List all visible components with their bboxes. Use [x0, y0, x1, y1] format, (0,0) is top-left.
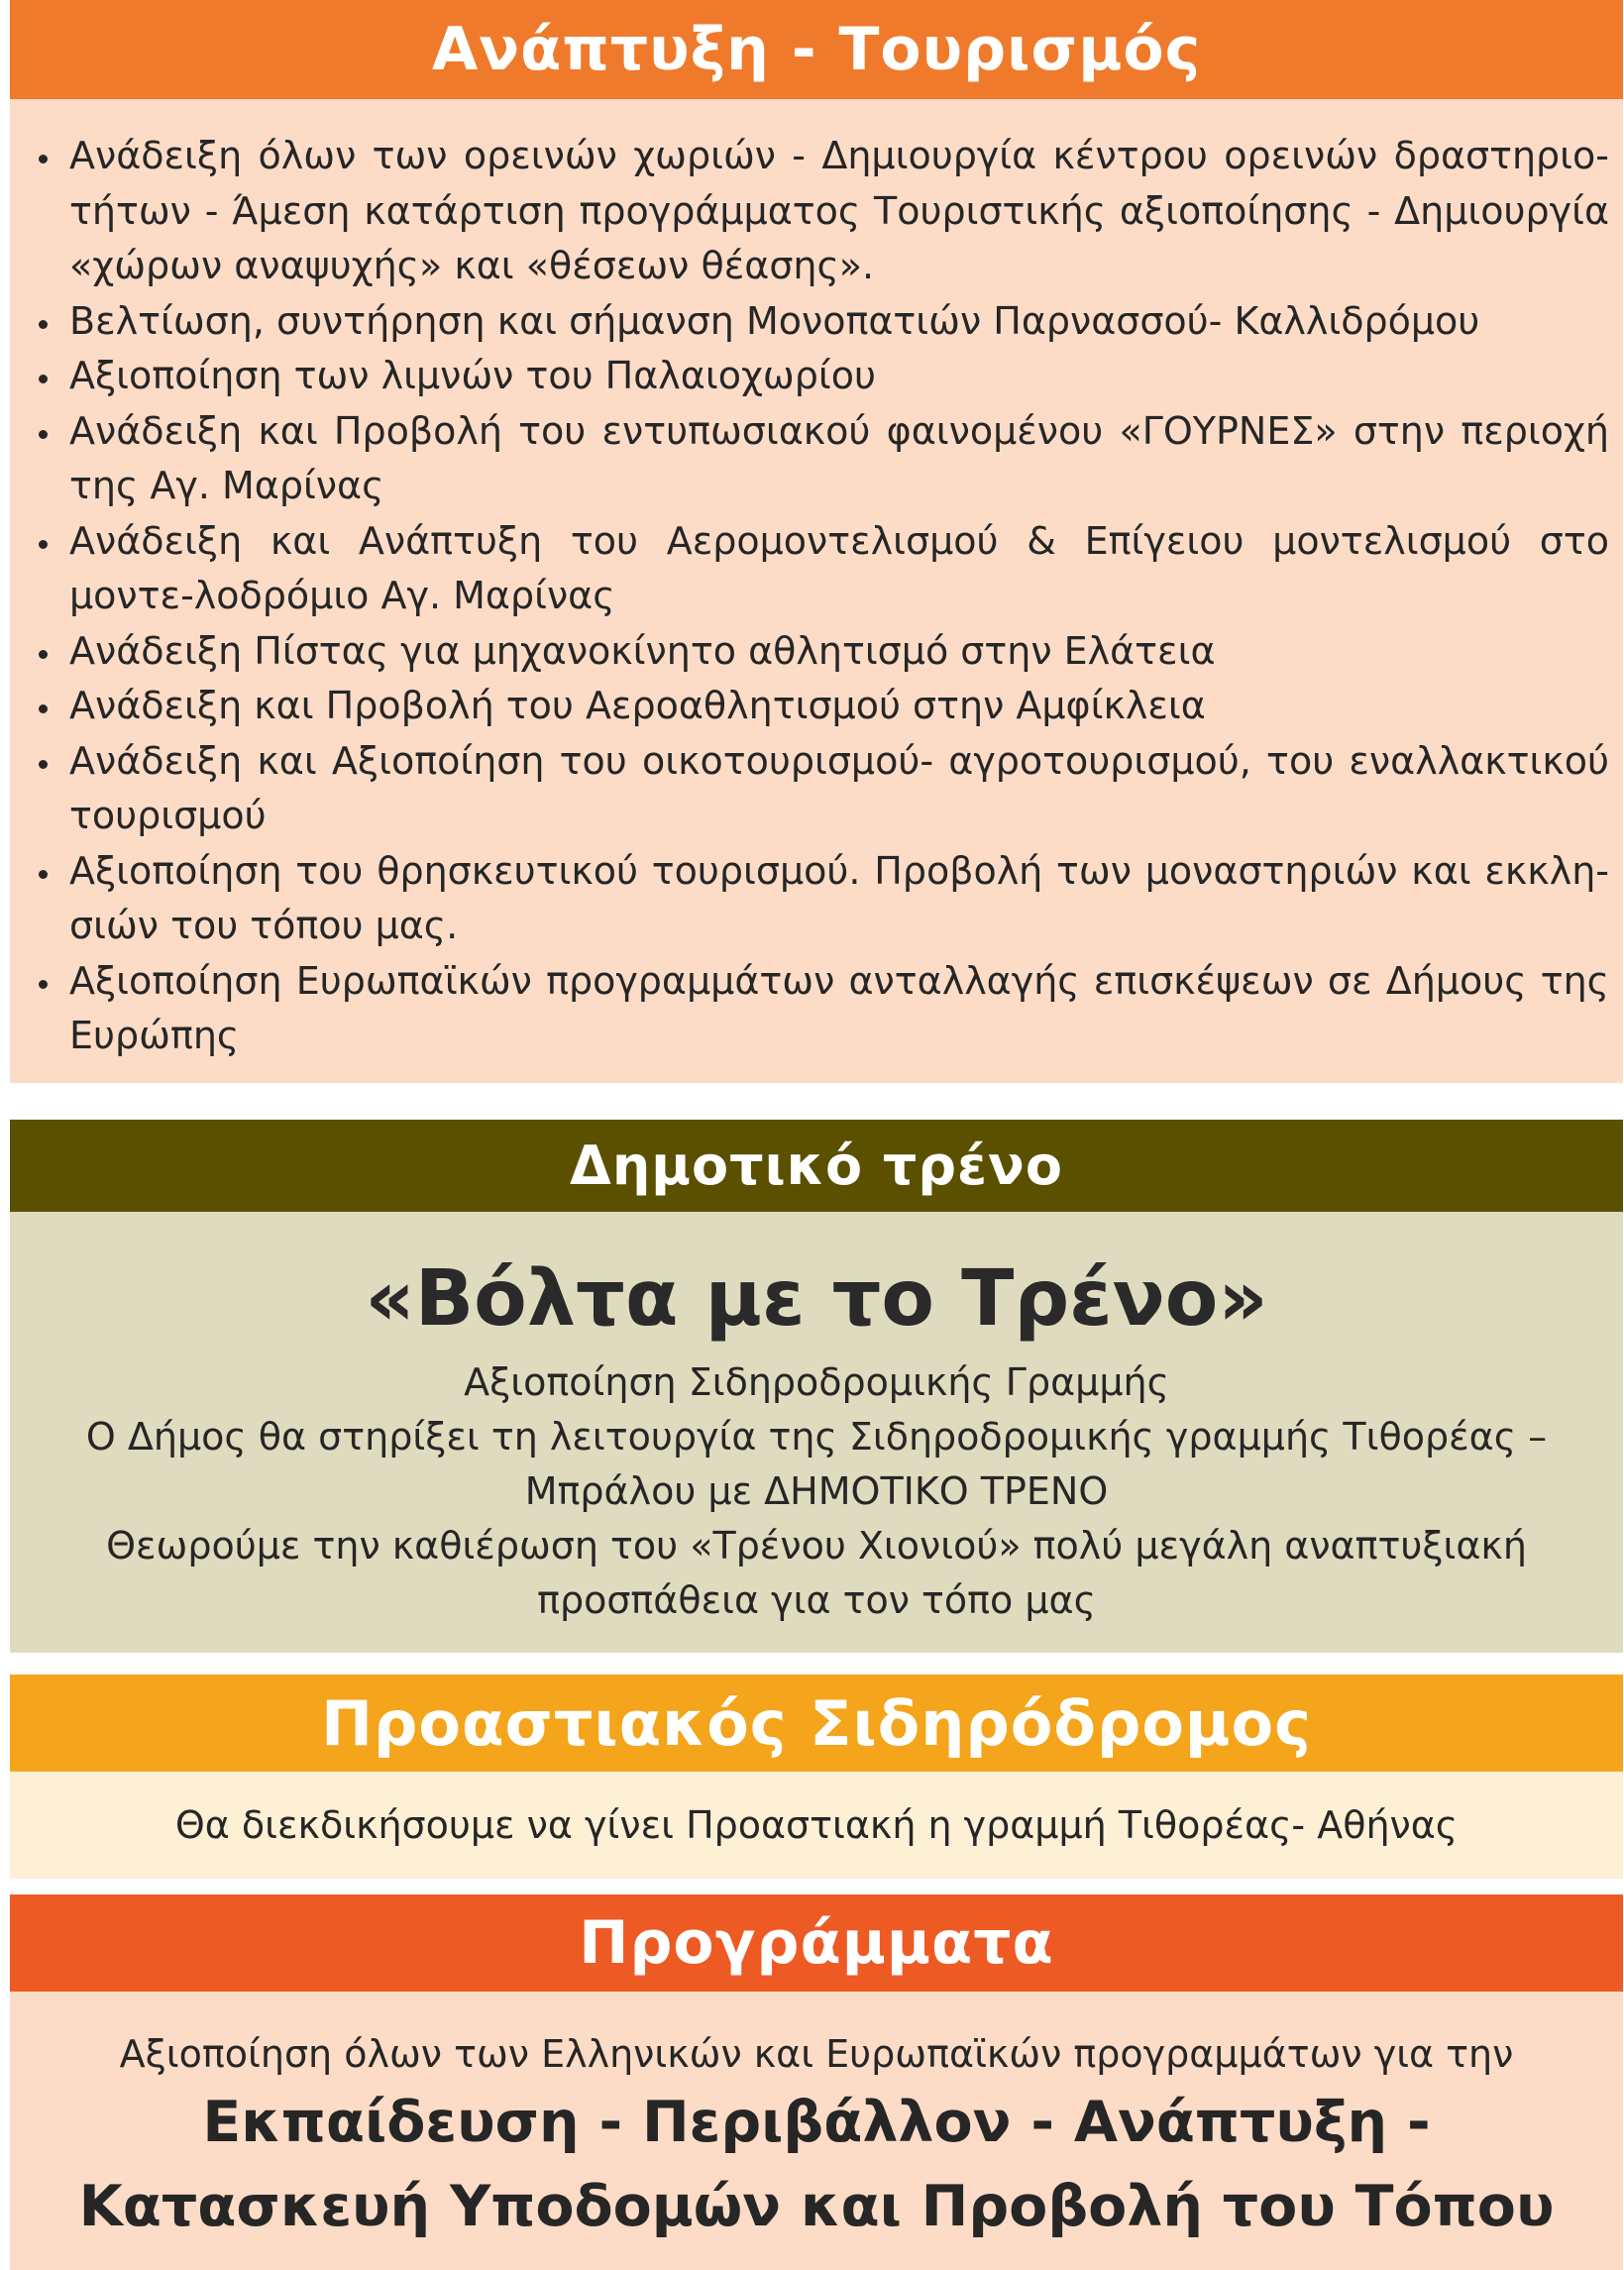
programs-title: Προγράμματα	[579, 1908, 1054, 1978]
train-title: Δημοτικό τρένο	[570, 1135, 1063, 1197]
suburban-text: Θα διεκδικήσουμε να γίνει Προαστιακή η γραμμή Τιθορέας- Αθήνας	[174, 1803, 1459, 1847]
train-line: Αξιοποίηση Σιδηροδρομικής Γραμμής	[464, 1360, 1169, 1404]
programs-header	[10, 1894, 1623, 1992]
list-item: Αξιοποίηση του θρησκευτικού τουρισμού. Προβολή των μοναστηριών και εκκλη-σιών του τόπου μας.	[69, 844, 1609, 954]
list-item: Ανάδειξη και Ανάπτυξη του Αερομοντελισμού & Επίγειου μοντελισμού στο μοντε-λοδρόμιο Αγ. Μαρίνας	[69, 514, 1609, 624]
train-line: Μπράλου με ΔΗΜΟΤΙΚΟ ΤΡΕΝΟ	[524, 1469, 1109, 1513]
list-item: Ανάδειξη και Αξιοποίηση του οικοτουρισμού- αγροτουρισμού, του εναλλακτικού τουρισμού	[69, 734, 1609, 844]
programs-intro: Αξιοποίηση όλων των Ελληνικών και Ευρωπαϊκών προγραμμάτων για την	[119, 2032, 1514, 2076]
list-item: Ανάδειξη και Προβολή του Αεροαθλητισμού στην Αμφίκλεια	[69, 679, 1609, 734]
train-line: Ο Δήμος θα στηρίξει τη λειτουργία της Σιδηροδρομικής γραμμής Τιθορέας –	[85, 1415, 1548, 1459]
train-panel	[10, 1212, 1623, 1653]
programs-panel	[10, 1992, 1623, 2270]
train-line: Θεωρούμε την καθιέρωση του «Τρένου Χιονιού» πολύ μεγάλη αναπτυξιακή	[106, 1524, 1527, 1567]
programs-headline-2: Κατασκευή Υποδομών και Προβολή του Τόπου	[78, 2174, 1555, 2239]
tourism-title: Ανάπτυξη - Τουρισμός	[431, 15, 1202, 84]
tourism-header	[10, 0, 1623, 99]
train-header	[10, 1120, 1623, 1212]
tourism-list	[10, 99, 1623, 1064]
suburban-panel	[10, 1772, 1623, 1879]
list-item: Ανάδειξη και Προβολή του εντυπωσιακού φαινομένου «ΓΟΥΡΝΕΣ» στην περιοχή της Αγ. Μαρίνας	[69, 404, 1609, 514]
train-line: προσπάθεια για τον τόπο μας	[537, 1578, 1096, 1622]
list-item: Ανάδειξη όλων των ορεινών χωριών - Δημιουργία κέντρου ορεινών δραστηριο-τήτων - Άμεση κατάρτιση προγράμματος Τουριστικής αξιοποίησης - Δημιουργία «χώρων αναψυχής» και «θέσεων θέασης».	[69, 129, 1609, 294]
suburban-title: Προαστιακός Σιδηρόδρομος	[321, 1686, 1312, 1760]
programs-headline-1: Εκπαίδευση - Περιβάλλον - Ανάπτυξη -	[202, 2090, 1431, 2155]
list-item: Αξιοποίηση των λιμνών του Παλαιοχωρίου	[69, 349, 1609, 404]
list-item: Ανάδειξη Πίστας για μηχανοκίνητο αθλητισμό στην Ελάτεια	[69, 624, 1609, 680]
list-item: Αξιοποίηση Ευρωπαϊκών προγραμμάτων ανταλλαγής επισκέψεων σε Δήμους της Ευρώπης	[69, 954, 1609, 1064]
list-item: Βελτίωση, συντήρηση και σήμανση Μονοπατιών Παρνασσού- Καλλιδρόμου	[69, 294, 1609, 350]
train-subtitle: «Βόλτα με το Τρένο»	[365, 1254, 1268, 1344]
suburban-header	[10, 1675, 1623, 1772]
tourism-panel	[10, 99, 1623, 1083]
train-text	[10, 1355, 1623, 1628]
